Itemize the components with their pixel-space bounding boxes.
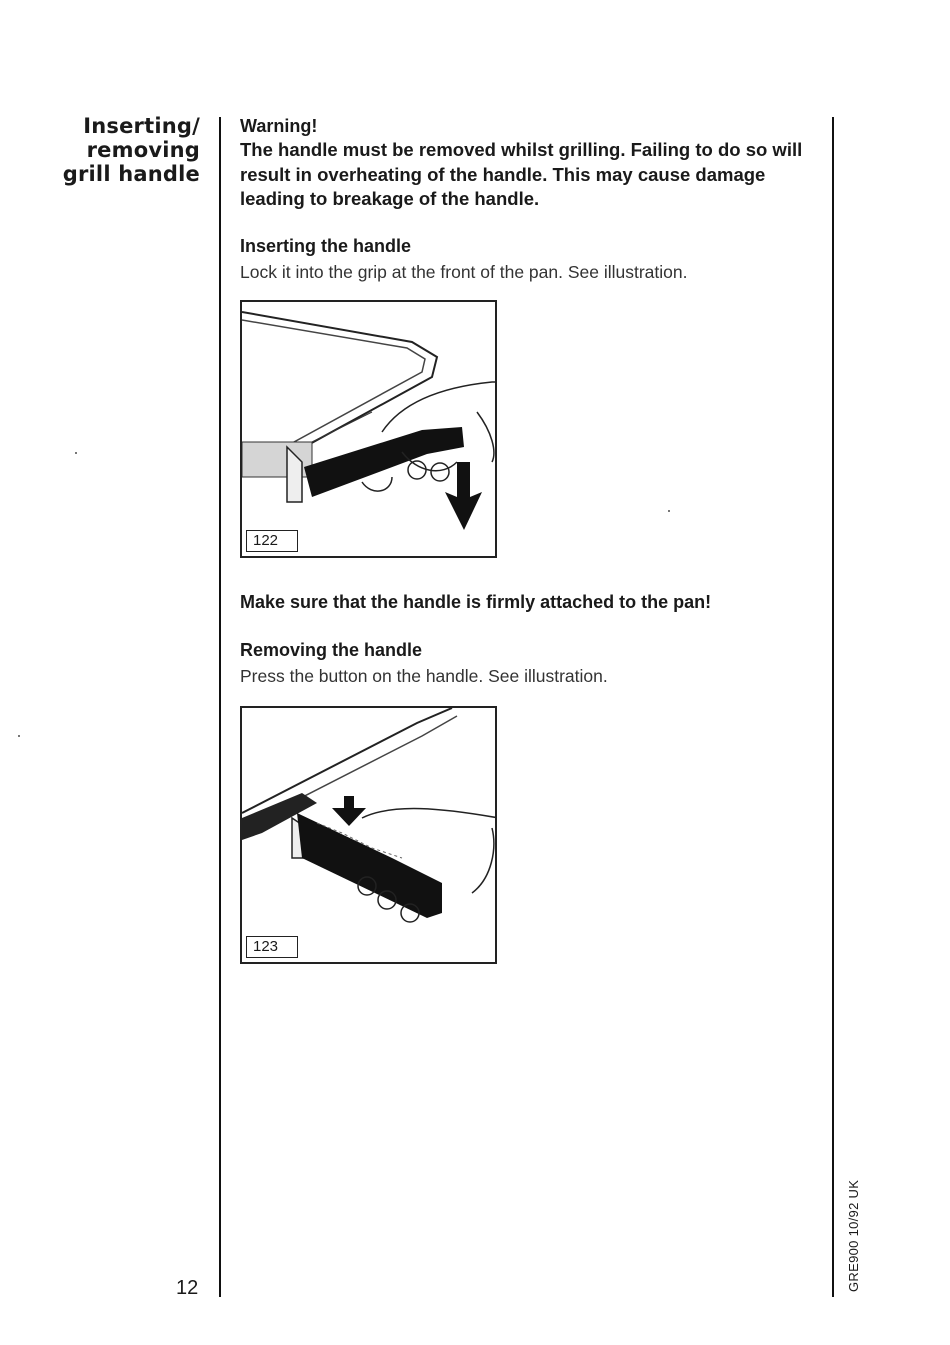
scan-speck: [75, 452, 77, 454]
inserting-heading: Inserting the handle: [240, 236, 412, 256]
scan-speck: [18, 735, 20, 737]
figure-removing-handle: [240, 706, 497, 964]
removing-heading: Removing the handle: [240, 640, 423, 660]
page-number: 12: [176, 1277, 199, 1299]
attach-note: Make sure that the handle is firmly attached to the pan!: [240, 592, 712, 612]
warning-heading: Warning!: [240, 116, 318, 136]
figure-label-123: 123: [246, 936, 298, 958]
section-title-line-2: removing: [86, 138, 200, 162]
right-rule: [832, 117, 834, 1297]
inserting-text: Lock it into the grip at the front of the pan. See illustration.: [240, 262, 688, 282]
figure-inserting-handle: [240, 300, 497, 558]
section-title-line-3: grill handle: [62, 162, 200, 186]
warning-block: [240, 114, 825, 212]
inserting-handle-illustration: [242, 302, 497, 558]
section-title-line-1: Inserting/: [83, 114, 200, 138]
section-title: [40, 114, 200, 186]
warning-text: The handle must be removed whilst grilling. Failing to do so will result in overheating of the handle. This may cause damage leading to breakage of the handle.: [240, 139, 803, 209]
figure-label-122: 122: [246, 530, 298, 552]
removing-handle-illustration: [242, 708, 497, 964]
left-rule: [219, 117, 221, 1297]
scan-speck: [668, 510, 670, 512]
document-code: GRE900 10/92 UK: [846, 1179, 861, 1292]
removing-text: Press the button on the handle. See illustration.: [240, 666, 608, 686]
